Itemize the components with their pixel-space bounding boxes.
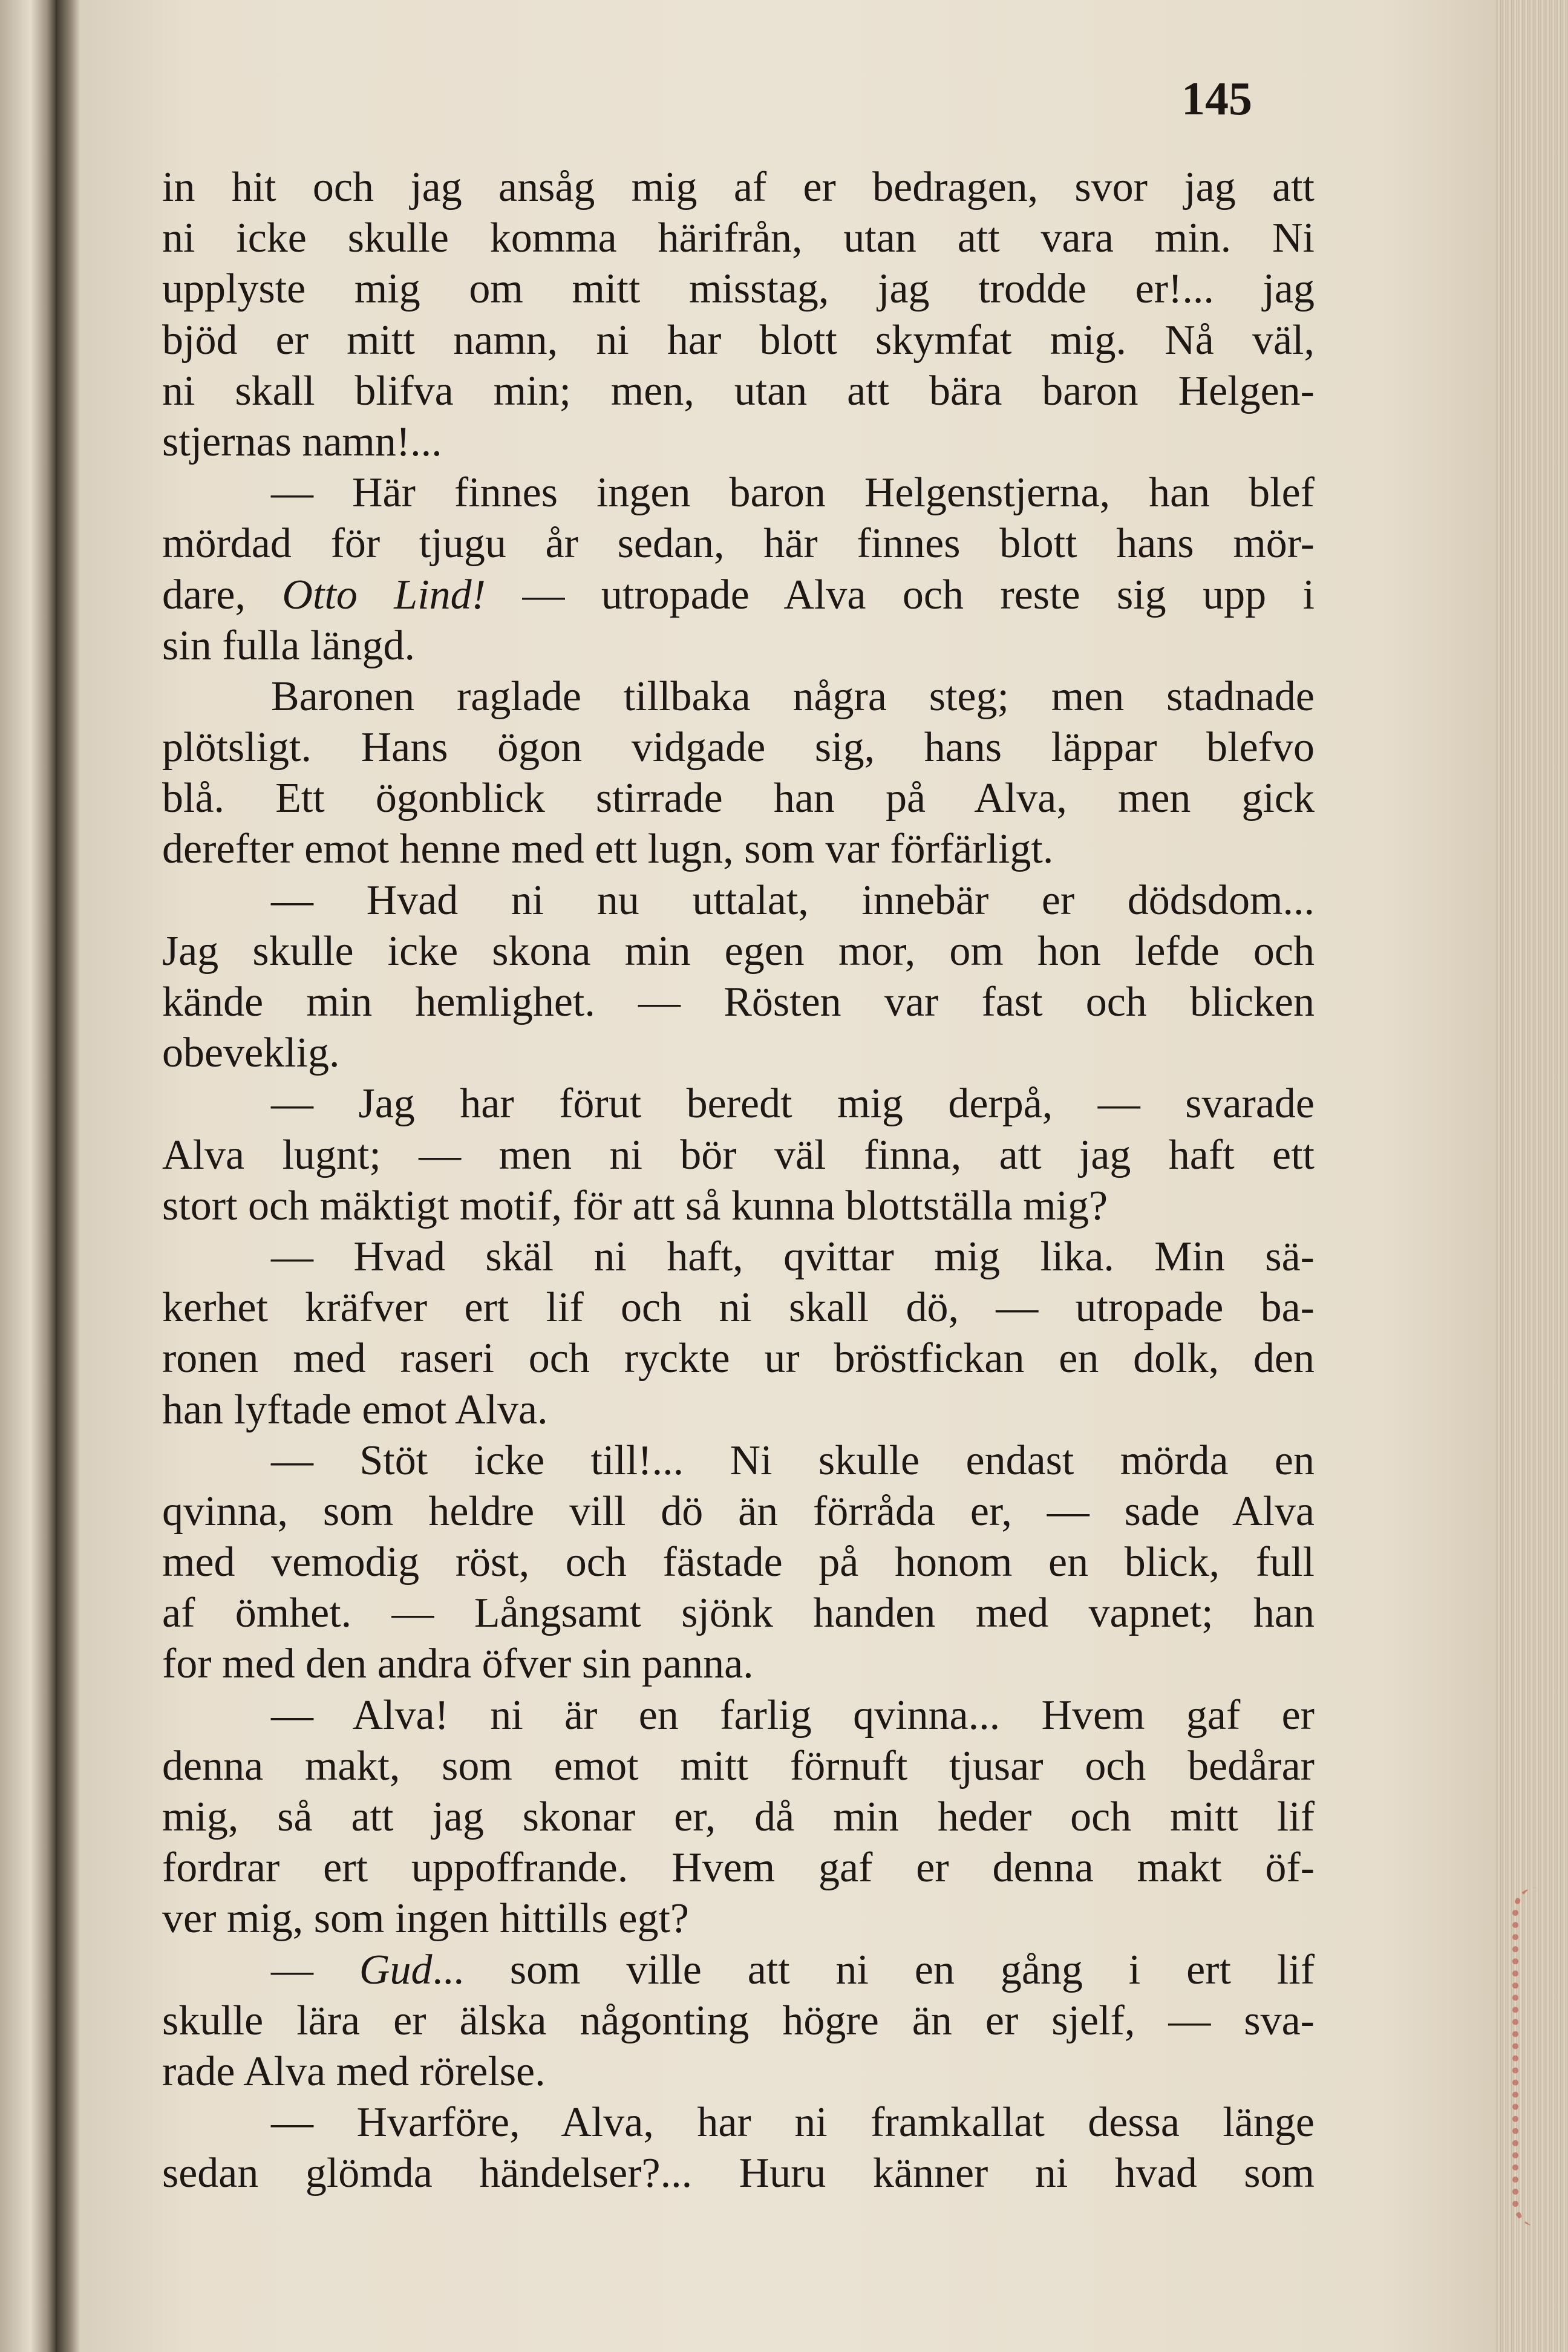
text-segment: han lyftade emot Alva. bbox=[162, 1386, 548, 1433]
text-line bbox=[162, 621, 1315, 671]
text-segment: mig, så att jag skonar er, då min heder och mitt lif bbox=[162, 1794, 1315, 1840]
text-line bbox=[162, 468, 1315, 518]
text-line bbox=[162, 1893, 1315, 1944]
text-line bbox=[162, 2148, 1315, 2199]
text-segment: dare, bbox=[162, 571, 283, 618]
text-line bbox=[162, 264, 1315, 315]
text-segment: — Hvad skäl ni haft, qvittar mig lika. Min sä- bbox=[271, 1233, 1315, 1280]
text-segment: kerhet kräfver ert lif och ni skall dö, — utropade ba- bbox=[162, 1284, 1315, 1331]
text-line bbox=[162, 213, 1315, 264]
text-line bbox=[162, 1232, 1315, 1282]
text-segment: sin fulla längd. bbox=[162, 622, 415, 669]
text-segment: af ömhet. — Långsamt sjönk handen med vapnet; han bbox=[162, 1590, 1315, 1637]
text-line bbox=[162, 1588, 1315, 1639]
text-segment: ver mig, som ingen hittills egt? bbox=[162, 1895, 690, 1942]
text-line bbox=[162, 1436, 1315, 1486]
text-segment: — Hvad ni nu uttalat, innebär er dödsdom... bbox=[271, 877, 1315, 924]
text-segment: — Jag har förut beredt mig derpå, — svarade bbox=[271, 1080, 1315, 1128]
text-segment: kände min hemlighet. — Rösten var fast och blicken bbox=[162, 979, 1315, 1025]
text-segment: stjernas namn!... bbox=[162, 418, 442, 465]
text-line bbox=[162, 1079, 1315, 1129]
text-segment: blå. Ett ögonblick stirrade han på Alva, men gick bbox=[162, 775, 1315, 822]
text-segment: — utropade Alva och reste sig upp i bbox=[486, 571, 1315, 618]
text-segment: — Här finnes ingen baron Helgenstjerna, han blef bbox=[271, 469, 1315, 517]
text-segment: skulle lära er älska någonting högre än er sjelf, — sva- bbox=[162, 1997, 1315, 2044]
text-line bbox=[162, 1333, 1315, 1384]
text-segment: obeveklig. bbox=[162, 1030, 340, 1077]
text-segment: derefter emot henne med ett lugn, som var förfärligt. bbox=[162, 826, 1054, 873]
text-line bbox=[162, 1996, 1315, 2047]
text-line bbox=[162, 315, 1315, 366]
text-segment: fordrar ert uppoffrande. Hvem gaf er denna makt öf- bbox=[162, 1844, 1315, 1892]
text-segment: denna makt, som emot mitt förnuft tjusar och bedårar bbox=[162, 1742, 1315, 1789]
text-line bbox=[162, 2047, 1315, 2097]
text-line bbox=[162, 1741, 1315, 1792]
italic-text-segment: Gud bbox=[359, 1946, 433, 1993]
text-line bbox=[162, 366, 1315, 417]
text-line bbox=[162, 1028, 1315, 1079]
text-segment: bjöd er mitt namn, ni har blott skymfat mig. Nå väl, bbox=[162, 316, 1315, 364]
text-segment: Jag skulle icke skona min egen mor, om hon lefde och bbox=[162, 927, 1315, 975]
text-segment: ni icke skulle komma härifrån, utan att vara min. Ni bbox=[162, 215, 1315, 262]
text-line bbox=[162, 570, 1315, 621]
text-segment: for med den andra öfver sin panna. bbox=[162, 1641, 754, 1688]
text-line bbox=[162, 1130, 1315, 1181]
text-segment: — Hvarföre, Alva, har ni framkallat dessa länge bbox=[271, 2099, 1315, 2146]
text-segment: in hit och jag ansåg mig af er bedragen, svor jag att bbox=[162, 164, 1315, 211]
body-text bbox=[162, 162, 1315, 2200]
text-segment: plötsligt. Hans ögon vidgade sig, hans läppar blefvo bbox=[162, 724, 1315, 771]
text-segment: Alva lugnt; — men ni bör väl finna, att jag haft ett bbox=[162, 1131, 1315, 1178]
text-line bbox=[162, 1690, 1315, 1741]
text-segment: ... som ville att ni en gång i ert lif bbox=[432, 1946, 1315, 1993]
text-segment: med vemodig röst, och fästade på honom en blick, full bbox=[162, 1539, 1315, 1586]
text-line bbox=[162, 1537, 1315, 1588]
text-line bbox=[162, 977, 1315, 1028]
text-line bbox=[162, 1843, 1315, 1893]
left-page-edge bbox=[0, 0, 56, 2352]
text-line bbox=[162, 1385, 1315, 1436]
text-line bbox=[162, 773, 1315, 824]
text-line bbox=[162, 875, 1315, 926]
text-segment: stort och mäktigt motif, för att så kunna blottställa mig? bbox=[162, 1182, 1108, 1229]
book-gutter bbox=[56, 0, 80, 2352]
text-line bbox=[162, 2097, 1315, 2148]
text-line bbox=[162, 1639, 1315, 1690]
page-number: 145 bbox=[1181, 72, 1252, 125]
text-segment: — bbox=[271, 1946, 359, 1993]
text-segment: ronen med raseri och ryckte ur bröstfickan en dolk, den bbox=[162, 1335, 1315, 1382]
text-line bbox=[162, 1792, 1315, 1843]
text-line bbox=[162, 722, 1315, 773]
italic-text-segment: Otto Lind! bbox=[282, 571, 486, 618]
text-line bbox=[162, 1945, 1315, 1996]
red-stamp-mark bbox=[1512, 1887, 1568, 2226]
text-line bbox=[162, 417, 1315, 468]
text-line bbox=[162, 1486, 1315, 1537]
text-segment: ni skall blifva min; men, utan att bära baron Helgen- bbox=[162, 367, 1315, 414]
text-segment: upplyste mig om mitt misstag, jag trodde er!... jag bbox=[162, 266, 1315, 313]
text-segment: qvinna, som heldre vill dö än förråda er, — sade Alva bbox=[162, 1488, 1315, 1535]
text-segment: Baronen raglade tillbaka några steg; men stadnade bbox=[271, 673, 1315, 720]
text-segment: sedan glömda händelser?... Huru känner ni hvad som bbox=[162, 2150, 1315, 2197]
text-line bbox=[162, 926, 1315, 977]
text-segment: mördad för tjugu år sedan, här finnes blott hans mör- bbox=[162, 520, 1315, 567]
text-line bbox=[162, 824, 1315, 875]
text-line bbox=[162, 1181, 1315, 1232]
text-line bbox=[162, 162, 1315, 213]
text-segment: rade Alva med rörelse. bbox=[162, 2048, 546, 2095]
text-line bbox=[162, 1282, 1315, 1333]
text-segment: — Stöt icke till!... Ni skulle endast mörda en bbox=[271, 1437, 1315, 1484]
text-line bbox=[162, 671, 1315, 722]
text-line bbox=[162, 518, 1315, 569]
text-segment: — Alva! ni är en farlig qvinna... Hvem gaf er bbox=[271, 1691, 1315, 1739]
